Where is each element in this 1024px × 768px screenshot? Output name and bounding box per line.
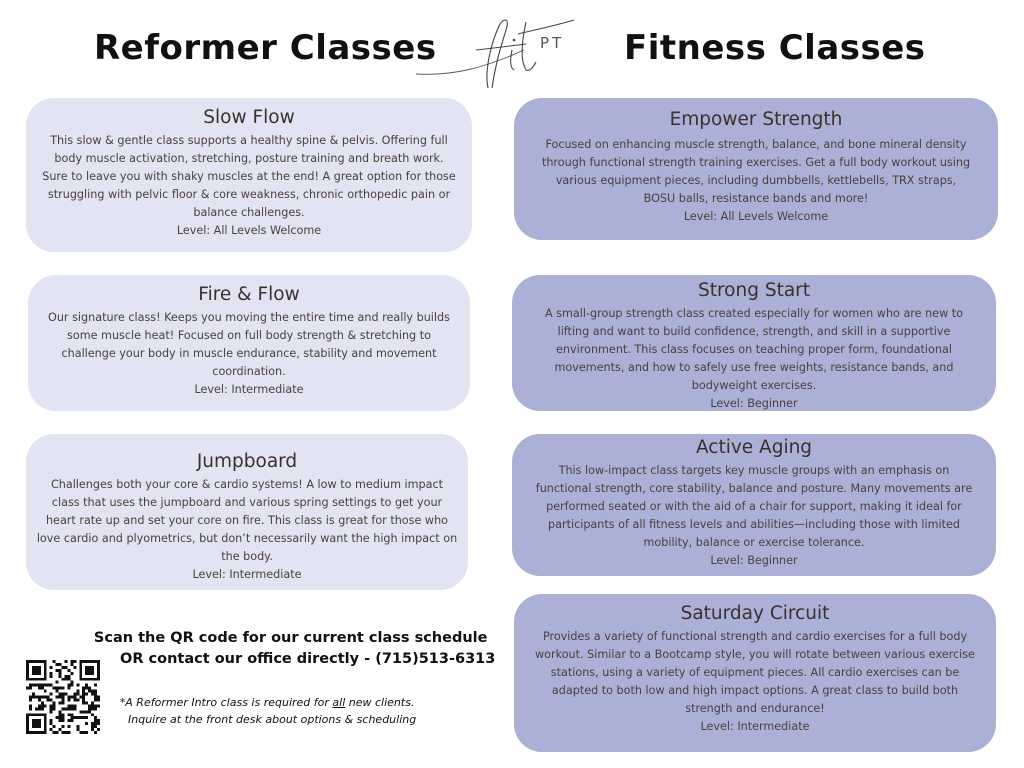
class-level: Level: All Levels Welcome [683, 210, 829, 223]
class-title: Fire & Flow [198, 284, 300, 305]
class-title: Saturday Circuit [680, 603, 830, 624]
note-line2: Inquire at the front desk about options & scheduling [128, 713, 417, 726]
note-prefix: *A Reformer Intro class is required for [119, 696, 333, 709]
reformer-classes-title: Reformer Classes [94, 28, 437, 68]
fitness-classes-title: Fitness Classes [624, 28, 926, 68]
class-description: Our signature class! Keeps you moving the entire time and really builds some muscle heat! Focused on full body strength & stretching to challenge your body in muscle endurance, stability and movement coordination. [48, 311, 450, 378]
qr-code[interactable] [26, 660, 100, 734]
class-title: Empower Strength [669, 109, 843, 130]
class-description: Focused on enhancing muscle strength, balance, and bone mineral density through functional strength training exercises. Get a full body workout using various equipment pieces, including dumbbells, kettlebells, TRX straps, BOSU balls, resistance bands and more! [541, 138, 971, 205]
class-card-jumpboard [26, 434, 468, 590]
class-description: This slow & gentle class supports a healthy spine & pelvis. Offering full body muscle activation, stretching, posture training and breath work. Sure to leave you with shaky muscles at the end! A great option for those struggling with pelvic floor & core weakness, chronic orthopedic pain or balance challenges. [42, 134, 456, 219]
class-card-saturday-circuit [514, 594, 996, 752]
schedule-contact-text [86, 628, 495, 670]
logo-pt-text: PT [540, 34, 565, 52]
class-description: Provides a variety of functional strength and cardio exercises for a full body workout. Similar to a Bootcamp style, you will rotate between various exercise stations, using a variety of equipment pieces. All cardio exercises can be adapted to both low and high impact options. A great class to build both strength and endurance! [535, 630, 975, 715]
class-card-fire-flow [28, 275, 470, 411]
class-card-strong-start [512, 275, 996, 411]
class-title: Jumpboard [196, 451, 298, 472]
class-level: Level: Beginner [710, 554, 798, 567]
class-card-active-aging [512, 434, 996, 576]
class-description: A small-group strength class created especially for women who are new to lifting and want to build confidence, strength, and skill in a supportive environment. This class focuses on teaching proper form, foundational movements, and how to safely use free weights, resistance bands, and bodyweight exercises. [544, 307, 964, 392]
class-description: This low-impact class targets key muscle groups with an emphasis on functional strength, core stability, balance and posture. Many movements are performed seated or with the aid of a chair for support, making it ideal for participants of all fitness levels and abilities—including those with limited mobility, balance or exercise tolerance. [535, 464, 973, 549]
class-card-slow-flow [26, 98, 472, 252]
class-title: Active Aging [695, 437, 813, 458]
class-description: Challenges both your core & cardio systems! A low to medium impact class that uses the jumpboard and various spring settings to get your heart rate up and set your core on fire. This class is great for those who love cardio and plyometrics, but don’t necessarily want the high impact on the body. [36, 478, 458, 563]
note-emphasis: all [332, 696, 346, 709]
class-card-empower-strength [514, 98, 998, 240]
fit-pt-logo [414, 10, 584, 94]
class-title: Strong Start [697, 280, 811, 301]
class-level: Level: All Levels Welcome [176, 224, 322, 237]
class-level: Level: Intermediate [700, 720, 810, 733]
class-level: Level: Intermediate [194, 383, 304, 396]
class-level: Level: Intermediate [192, 568, 302, 581]
note-suffix: new clients. [345, 696, 415, 709]
class-level: Level: Beginner [710, 397, 798, 410]
class-title: Slow Flow [203, 107, 295, 128]
contact-line: OR contact our office directly - (715)513-6313 [120, 651, 496, 667]
schedule-line: Scan the QR code for our current class schedule [93, 630, 488, 646]
reformer-intro-note [118, 694, 416, 728]
